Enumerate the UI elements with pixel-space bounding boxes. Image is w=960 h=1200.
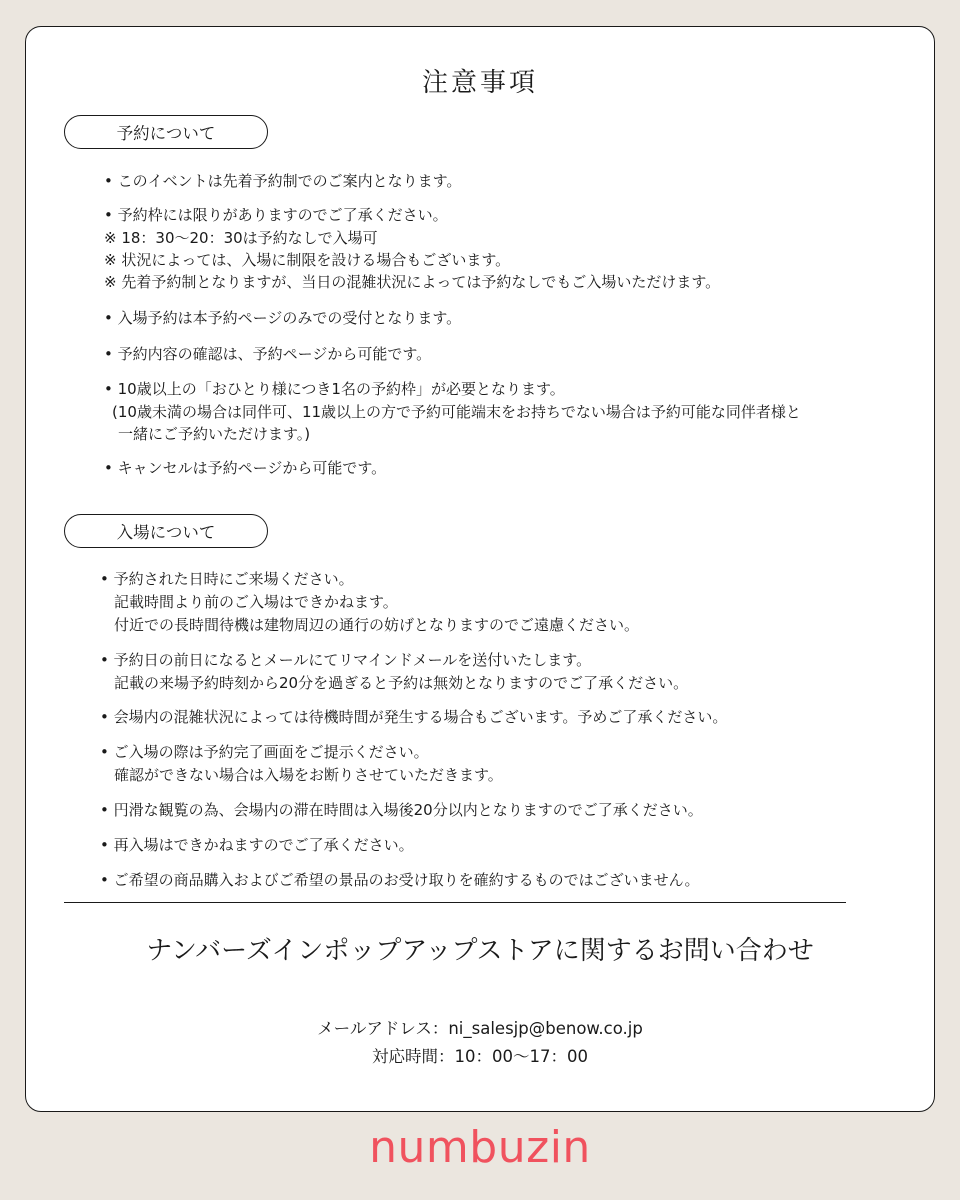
entry-note: • ご入場の際は予約完了画面をご提示ください。 <box>100 743 429 761</box>
page-title: 注意事項 <box>421 68 538 98</box>
contact-title: ナンバーズインポップアップストアに関するお問い合わせ <box>146 936 814 966</box>
reservation-note: • 予約枠には限りがありますのでご了承ください。 <box>104 206 448 224</box>
reservation-note: ※ 先着予約制となりますが、当日の混雑状況によっては予約なしでもご入場いただけます。 <box>104 273 721 291</box>
entry-heading: 入場について <box>64 514 268 548</box>
entry-note: • 再入場はできかねますのでご了承ください。 <box>100 836 414 854</box>
reservation-note: • キャンセルは予約ページから可能です。 <box>104 459 387 477</box>
entry-note: 確認ができない場合は入場をお断りさせていただきます。 <box>114 766 503 784</box>
contact-email: メールアドレス：ni_salesjp@benow.co.jp <box>317 1019 643 1038</box>
reservation-note: 一緒にご予約いただけます。) <box>118 425 311 443</box>
reservation-note: • 予約内容の確認は、予約ページから可能です。 <box>104 345 432 363</box>
entry-note: • 予約日の前日になるとメールにてリマインドメールを送付いたします。 <box>100 651 592 669</box>
reservation-heading: 予約について <box>64 115 268 149</box>
entry-note: 付近での長時間待機は建物周辺の通行の妨げとなりますのでご遠慮ください。 <box>114 616 640 634</box>
entry-note: • ご希望の商品購入およびご希望の景品のお受け取りを確約するものではございません。 <box>100 871 700 889</box>
reservation-note: ※ 18：30～20：30は予約なしで入場可 <box>104 229 378 247</box>
entry-note: • 予約された日時にご来場ください。 <box>100 570 354 588</box>
reservation-note: • 入場予約は本予約ページのみでの受付となります。 <box>104 309 462 327</box>
contact-hours: 対応時間：10：00～17：00 <box>372 1047 588 1066</box>
entry-note: 記載の来場予約時刻から20分を過ぎると予約は無効となりますのでご了承ください。 <box>114 674 689 692</box>
entry-note: • 円滑な観覧の為、会場内の滞在時間は入場後20分以内となりますのでご了承ください。 <box>100 801 703 819</box>
reservation-note: ※ 状況によっては、入場に制限を設ける場合もございます。 <box>104 251 511 269</box>
reservation-note: • このイベントは先着予約制でのご案内となります。 <box>104 172 462 190</box>
entry-note: 記載時間より前のご入場はできかねます。 <box>114 593 398 611</box>
section-divider <box>64 902 846 903</box>
reservation-note: • 10歳以上の「おひとり様につき1名の予約枠」が必要となります。 <box>104 380 565 398</box>
entry-note: • 会場内の混雑状況によっては待機時間が発生する場合もございます。予めご了承ください。 <box>100 708 728 726</box>
brand-logo: numbuzin <box>369 1122 591 1173</box>
reservation-note: (10歳未満の場合は同伴可、11歳以上の方で予約可能端末をお持ちでない場合は予約可能な同伴者様と <box>112 403 801 421</box>
